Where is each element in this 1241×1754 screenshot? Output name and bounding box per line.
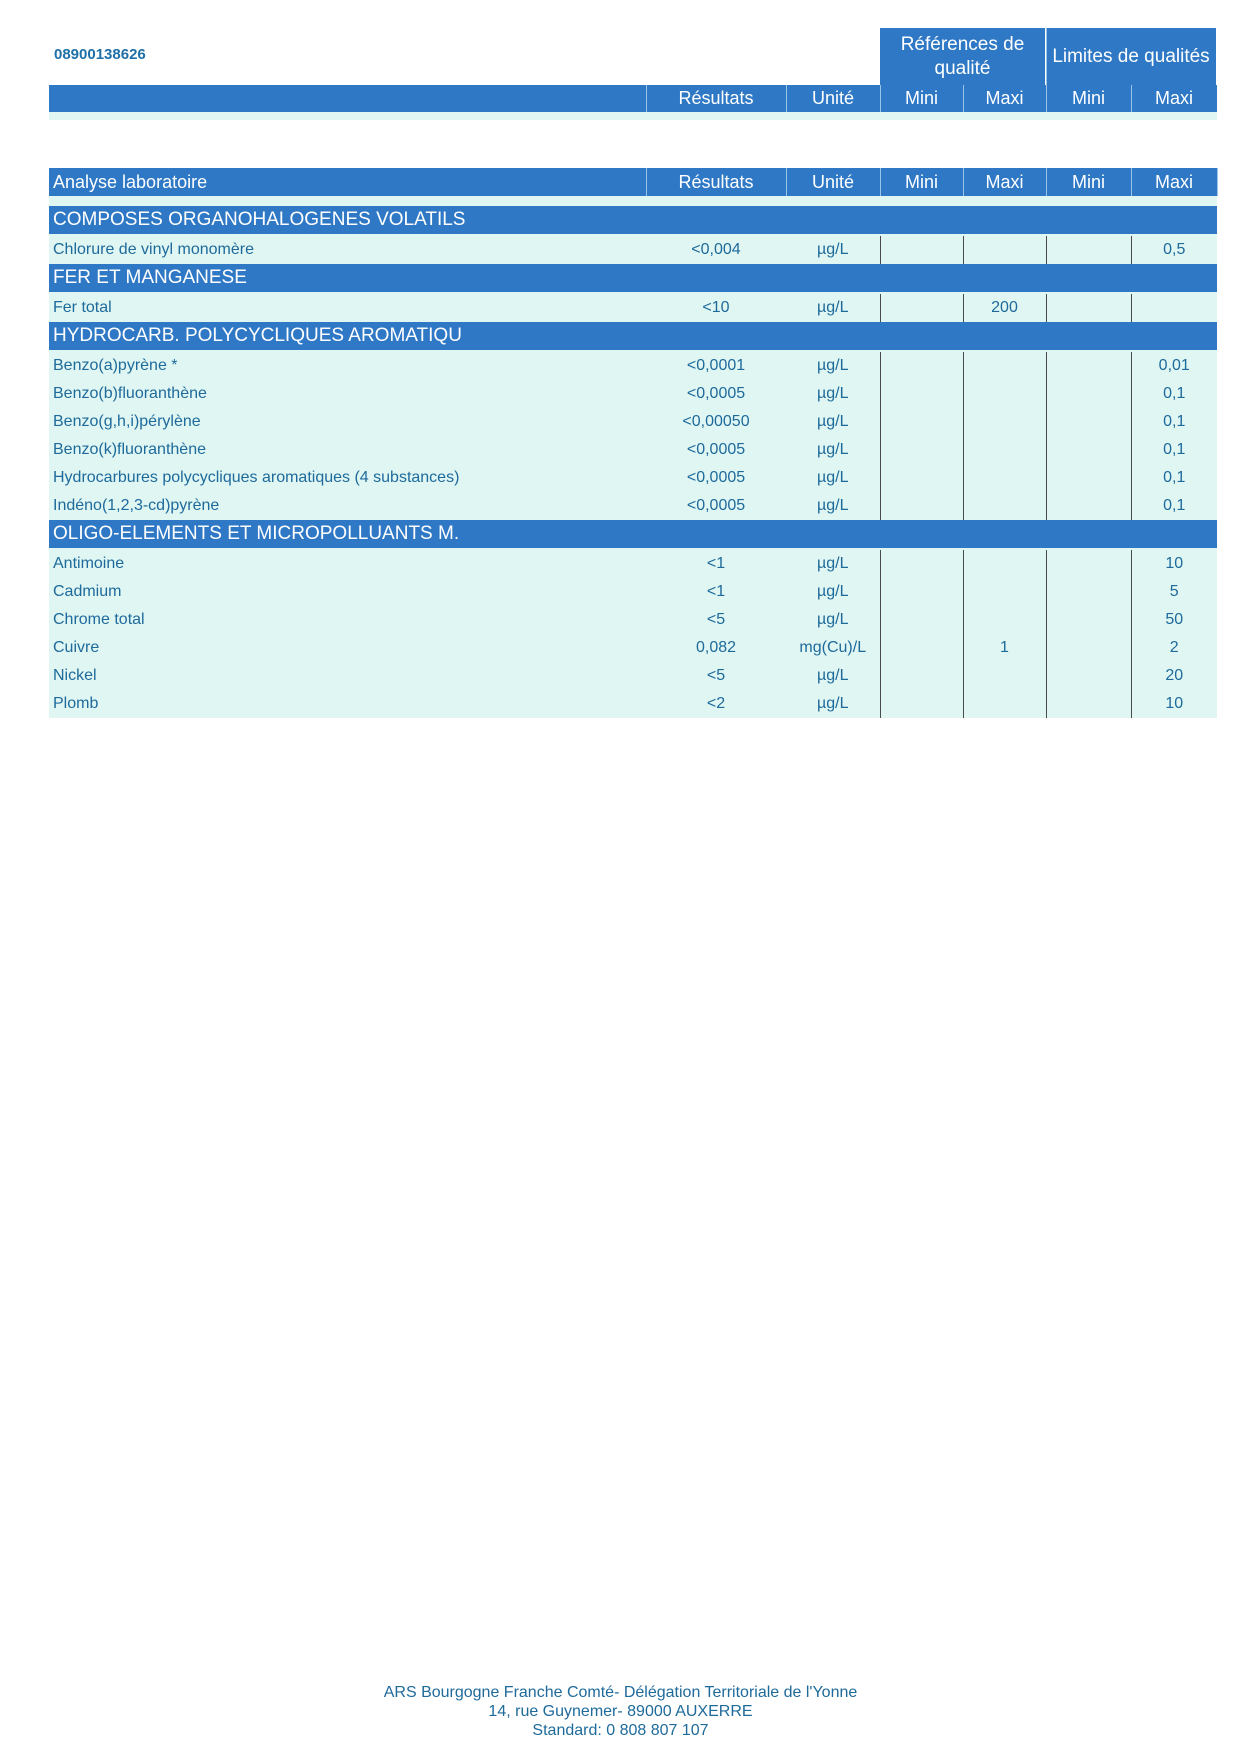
top-header-ref-min: Mini [904,88,938,108]
divider [786,85,787,112]
footer-phone: Standard: 0 808 807 107 [532,1722,709,1739]
cell-ref-max [963,662,1046,690]
cell-ref-max [963,606,1046,634]
footer-organization: ARS Bourgogne Franche Comté- Délégation Territoriale de l'Yonne [383,1684,858,1701]
section-title: OLIGO-ELEMENTS ET MICROPOLLUANTS M. [49,520,1217,549]
cell-result: <5 [646,606,786,634]
cell-unit: µg/L [786,408,880,436]
cell-lim-min [1046,293,1131,322]
section-header [49,322,1217,351]
lab-analysis-table [49,168,1218,718]
section-header [49,520,1217,549]
cell-unit: µg/L [786,380,880,408]
cell-ref-min [880,578,963,606]
header-underline-strip [49,112,1217,120]
cell-ref-min [880,549,963,578]
cell-lim-max: 0,01 [1131,351,1217,380]
cell-lim-max: 20 [1131,662,1217,690]
header-ref-min: Mini [880,168,963,196]
table-row [49,408,1217,436]
cell-analysis-name: Hydrocarbures polycycliques aromatiques (4 substances) [49,464,646,492]
cell-lim-min [1046,606,1131,634]
cell-result: <0,004 [646,235,786,264]
cell-lim-min [1046,235,1131,264]
cell-unit: mg(Cu)/L [786,634,880,662]
cell-lim-max: 2 [1131,634,1217,662]
cell-lim-max: 50 [1131,606,1217,634]
table-row [49,293,1217,322]
cell-ref-min [880,408,963,436]
divider [880,85,881,112]
cell-unit: µg/L [786,549,880,578]
table-row [49,578,1217,606]
cell-ref-max [963,578,1046,606]
cell-lim-max: 0,1 [1131,380,1217,408]
header-lim-min: Mini [1046,168,1131,196]
cell-result: <10 [646,293,786,322]
cell-unit: µg/L [786,293,880,322]
cell-lim-min [1046,408,1131,436]
section-header [49,264,1217,293]
table-row [49,235,1217,264]
cell-lim-max: 10 [1131,690,1217,718]
header-results: Résultats [646,168,786,196]
divider [1046,28,1047,112]
cell-lim-min [1046,351,1131,380]
group-header-quality-references: Références de qualité [880,28,1045,85]
cell-ref-min [880,634,963,662]
cell-ref-max [963,549,1046,578]
table-row [49,549,1217,578]
cell-lim-max: 0,5 [1131,235,1217,264]
sample-reference-number: 08900138626 [54,46,146,63]
cell-ref-max [963,690,1046,718]
cell-ref-min [880,235,963,264]
cell-lim-max: 5 [1131,578,1217,606]
cell-analysis-name: Benzo(b)fluoranthène [49,380,646,408]
top-header-unit: Unité [811,88,855,108]
cell-analysis-name: Benzo(k)fluoranthène [49,436,646,464]
cell-analysis-name: Cadmium [49,578,646,606]
cell-analysis-name: Benzo(g,h,i)pérylène [49,408,646,436]
table-row [49,464,1217,492]
table-row [49,690,1217,718]
section-title: FER ET MANGANESE [49,264,1217,293]
cell-lim-max: 0,1 [1131,492,1217,520]
cell-ref-max [963,492,1046,520]
cell-unit: µg/L [786,662,880,690]
divider [963,85,964,112]
cell-result: <2 [646,690,786,718]
section-title: COMPOSES ORGANOHALOGENES VOLATILS [49,206,1217,235]
cell-ref-min [880,492,963,520]
cell-lim-min [1046,380,1131,408]
top-header-lim-min: Mini [1071,88,1105,108]
cell-lim-max [1131,293,1217,322]
cell-unit: µg/L [786,351,880,380]
footer-address: 14, rue Guynemer- 89000 AUXERRE [488,1703,753,1720]
section-header [49,206,1217,235]
cell-analysis-name: Plomb [49,690,646,718]
divider [1131,85,1132,112]
cell-unit: µg/L [786,492,880,520]
cell-lim-min [1046,578,1131,606]
top-header-ref-max: Maxi [985,88,1024,108]
cell-ref-min [880,662,963,690]
cell-ref-min [880,436,963,464]
cell-unit: µg/L [786,464,880,492]
cell-ref-min [880,606,963,634]
cell-result: <0,0001 [646,351,786,380]
top-header-lim-max: Maxi [1154,88,1193,108]
cell-lim-min [1046,690,1131,718]
cell-unit: µg/L [786,235,880,264]
cell-analysis-name: Chlorure de vinyl monomère [49,235,646,264]
table-row [49,606,1217,634]
cell-analysis-name: Cuivre [49,634,646,662]
cell-unit: µg/L [786,690,880,718]
cell-result: <5 [646,662,786,690]
top-header-results: Résultats [678,88,754,108]
table-row [49,351,1217,380]
cell-ref-max [963,408,1046,436]
cell-ref-max: 200 [963,293,1046,322]
cell-analysis-name: Indéno(1,2,3-cd)pyrène [49,492,646,520]
table-column-header [49,168,1217,196]
cell-result: <0,0005 [646,436,786,464]
cell-ref-max [963,464,1046,492]
cell-result: <0,00050 [646,408,786,436]
section-title: HYDROCARB. POLYCYCLIQUES AROMATIQU [49,322,1217,351]
cell-analysis-name: Benzo(a)pyrène * [49,351,646,380]
cell-ref-min [880,380,963,408]
header-analysis: Analyse laboratoire [49,168,646,196]
group-header-quality-limits: Limites de qualités [1046,28,1216,85]
table-row [49,380,1217,408]
cell-result: <0,0005 [646,492,786,520]
cell-lim-min [1046,662,1131,690]
cell-result: 0,082 [646,634,786,662]
table-row [49,662,1217,690]
cell-ref-min [880,351,963,380]
header-ref-max: Maxi [963,168,1046,196]
cell-result: <0,0005 [646,464,786,492]
cell-ref-min [880,690,963,718]
header-lim-max: Maxi [1131,168,1217,196]
cell-unit: µg/L [786,606,880,634]
header-unit: Unité [786,168,880,196]
cell-ref-min [880,293,963,322]
cell-ref-min [880,464,963,492]
cell-ref-max [963,351,1046,380]
cell-analysis-name: Antimoine [49,549,646,578]
table-row [49,492,1217,520]
cell-lim-min [1046,634,1131,662]
cell-analysis-name: Fer total [49,293,646,322]
table-row [49,634,1217,662]
table-row [49,436,1217,464]
cell-analysis-name: Chrome total [49,606,646,634]
cell-result: <1 [646,549,786,578]
header-gap [49,196,1217,206]
cell-result: <0,0005 [646,380,786,408]
cell-lim-min [1046,549,1131,578]
cell-ref-max [963,436,1046,464]
cell-lim-max: 10 [1131,549,1217,578]
cell-lim-max: 0,1 [1131,464,1217,492]
cell-lim-min [1046,464,1131,492]
cell-lim-min [1046,492,1131,520]
cell-ref-max [963,380,1046,408]
cell-ref-max [963,235,1046,264]
cell-analysis-name: Nickel [49,662,646,690]
cell-unit: µg/L [786,578,880,606]
cell-ref-max: 1 [963,634,1046,662]
cell-lim-max: 0,1 [1131,436,1217,464]
cell-lim-min [1046,436,1131,464]
cell-unit: µg/L [786,436,880,464]
divider [646,85,647,112]
cell-lim-max: 0,1 [1131,408,1217,436]
cell-result: <1 [646,578,786,606]
